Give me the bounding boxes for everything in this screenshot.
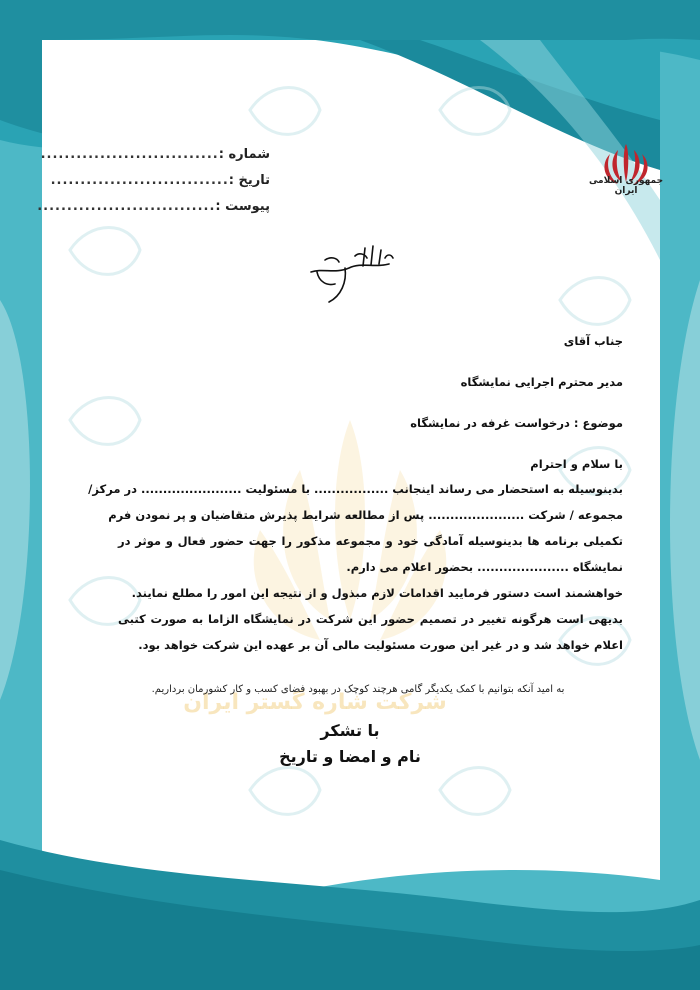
greeting: با سلام و احترام <box>530 457 623 471</box>
date-dots: .............................. <box>50 173 229 188</box>
number-label: شماره : <box>218 147 270 162</box>
reference-block <box>37 142 270 220</box>
attachment-dots: .............................. <box>37 199 216 214</box>
body-line: مجموعه / شرکت ...................... پس از مطالعه شرایط پذیرش متقاضیان و پر نمودن فرم <box>108 508 623 522</box>
number-dots: .............................. <box>40 147 219 162</box>
signature-line: نام و امضا و تاریخ <box>279 747 421 766</box>
body-line: تکمیلی برنامه ها بدینوسیله آمادگی خود و مجموعه مذکور را جهت حضور فعال و موثر در <box>118 534 623 548</box>
company-watermark: شرکت شاره گستر ایران <box>183 690 447 715</box>
date-row <box>50 168 270 194</box>
body-line: نمایشگاه ..................... بحضور اعلام می دارم. <box>346 560 623 574</box>
closing-wish: به امید آنکه بتوانیم با کمک یکدیگر گامی هرچند کوچک در بهبود فضای کسب و کار کشورمان برداریم. <box>151 684 565 695</box>
date-label: تاریخ : <box>228 173 270 188</box>
thanks-text: با تشکر <box>320 721 380 740</box>
body-line: اعلام خواهد شد و در غیر این صورت مسئولیت مالی آن بر عهده این شرکت خواهد بود. <box>138 638 623 652</box>
letter-body <box>88 332 623 658</box>
closing-block <box>250 718 450 770</box>
number-row <box>40 142 270 168</box>
attachment-label: پیوست : <box>215 199 270 214</box>
basmala-calligraphy-icon <box>305 238 395 310</box>
recipient-title: مدیر محترم اجرایی نمایشگاه <box>460 375 623 389</box>
body-line: بدیهی است هرگونه تغییر در تصمیم حضور این شرکت در نمایشگاه الزاما به صورت کتبی <box>118 612 623 626</box>
body-paragraph <box>88 476 623 658</box>
attachment-row <box>37 194 270 220</box>
emblem-caption: جمهوری اسلامی ایران <box>588 176 664 196</box>
subject: موضوع : درخواست غرفه در نمایشگاه <box>410 416 623 430</box>
body-line: خواهشمند است دستور فرمایید اقدامات لازم مبذول و از نتیجه این امور را مطلع نمایند. <box>131 586 623 600</box>
recipient: جناب آقای <box>563 334 623 348</box>
basmala-text <box>250 312 450 313</box>
body-line: بدینوسیله به استحضار می رساند اینجانب ................. با مسئولیت ....................... در مرکز/ <box>88 482 623 496</box>
